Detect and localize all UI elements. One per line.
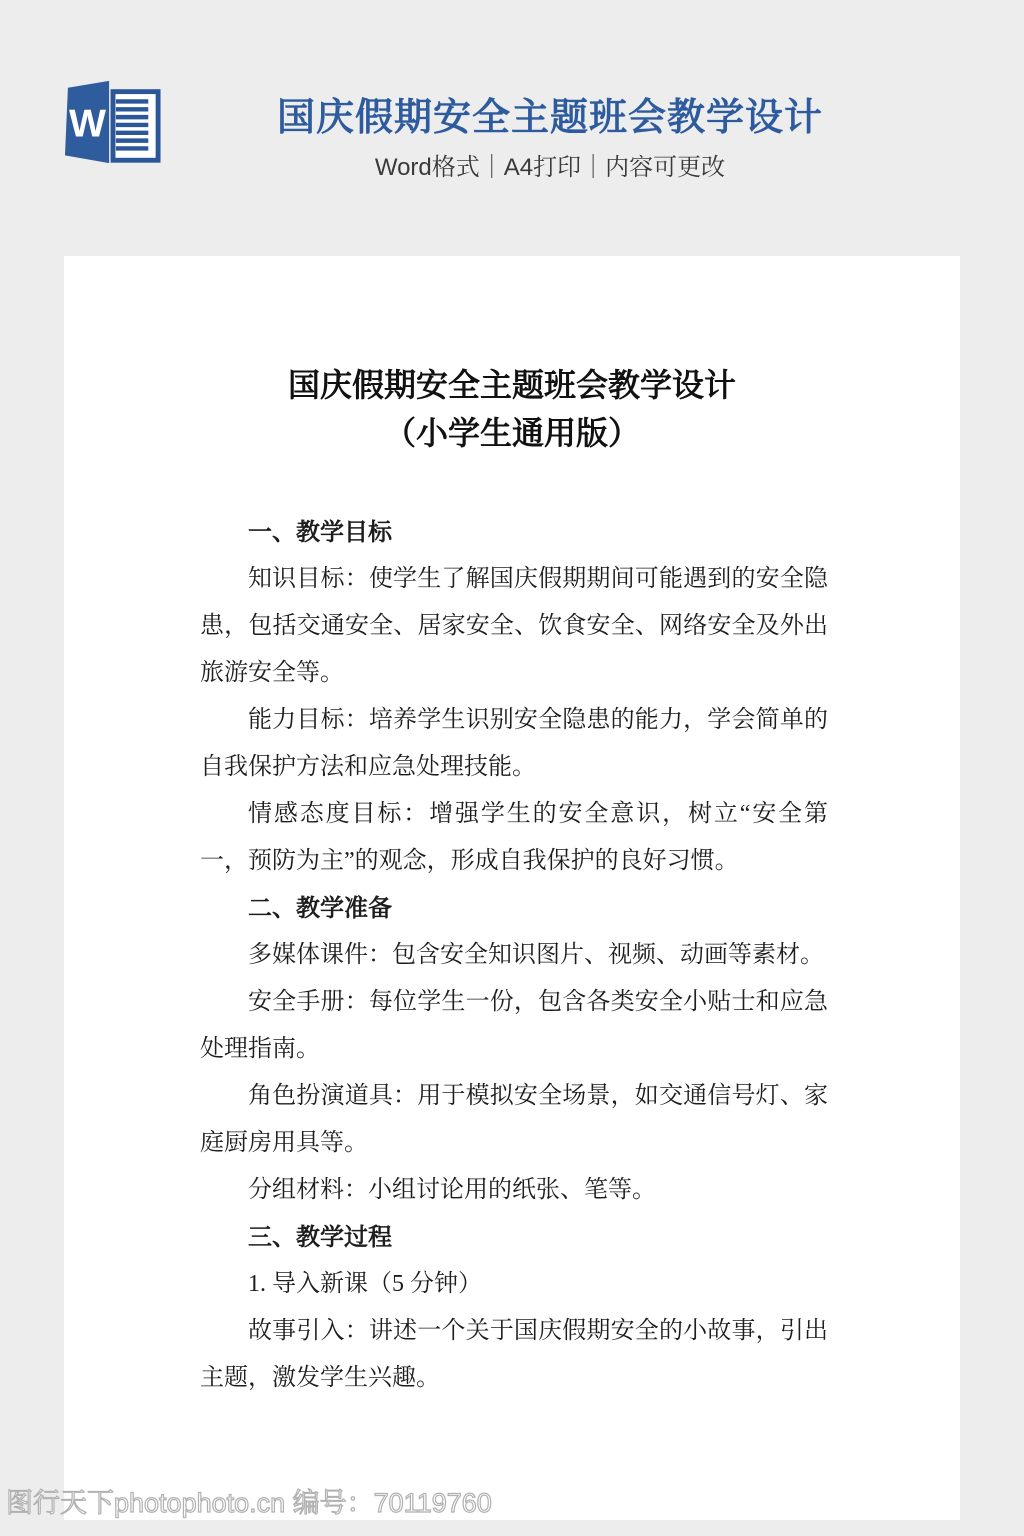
- template-title: 国庆假期安全主题班会教学设计: [276, 97, 823, 139]
- word-icon-letter: W: [69, 102, 107, 146]
- document-title-line2: （小学生通用版）: [383, 415, 640, 451]
- document-body: [64, 509, 960, 1402]
- template-format-info: Word格式｜A4打印｜内容可更改: [374, 154, 726, 181]
- paragraph: 知识目标：使学生了解国庆假期期间可能遇到的安全隐患，包括交通安全、居家安全、饮食安全、网络安全及外出旅游安全等。: [200, 566, 828, 686]
- document-title: [104, 361, 920, 457]
- section-heading: 一、教学目标: [248, 519, 392, 546]
- paragraph: 情感态度目标：增强学生的安全意识，树立“安全第一，预防为主”的观念，形成自我保护的良好习惯。: [200, 801, 828, 874]
- section-heading: 三、教学过程: [248, 1224, 392, 1251]
- paragraph: 多媒体课件：包含安全知识图片、视频、动画等素材。: [248, 942, 824, 968]
- paragraph: 分组材料：小组讨论用的纸张、笔等。: [248, 1177, 656, 1203]
- paragraph: 1. 导入新课（5 分钟）: [248, 1271, 482, 1297]
- header-text-block: [170, 0, 930, 182]
- bottom-margin-strip: [0, 1520, 1024, 1536]
- site-watermark: 图行天下photophoto.cn 编号：70119760: [6, 1488, 492, 1518]
- word-file-icon: [64, 77, 162, 169]
- header-banner: [0, 0, 1024, 256]
- document-page: [64, 256, 960, 1520]
- paragraph: 故事引入：讲述一个关于国庆假期安全的小故事，引出主题，激发学生兴趣。: [200, 1318, 828, 1391]
- section-heading: 二、教学准备: [248, 895, 392, 922]
- paragraph: 安全手册：每位学生一份，包含各类安全小贴士和应急处理指南。: [200, 989, 828, 1062]
- paragraph: 角色扮演道具：用于模拟安全场景，如交通信号灯、家庭厨房用具等。: [200, 1083, 828, 1156]
- document-title-line1: 国庆假期安全主题班会教学设计: [287, 367, 736, 403]
- paragraph: 能力目标：培养学生识别安全隐患的能力，学会简单的自我保护方法和应急处理技能。: [200, 707, 828, 780]
- word-icon-text-lines: [116, 101, 148, 148]
